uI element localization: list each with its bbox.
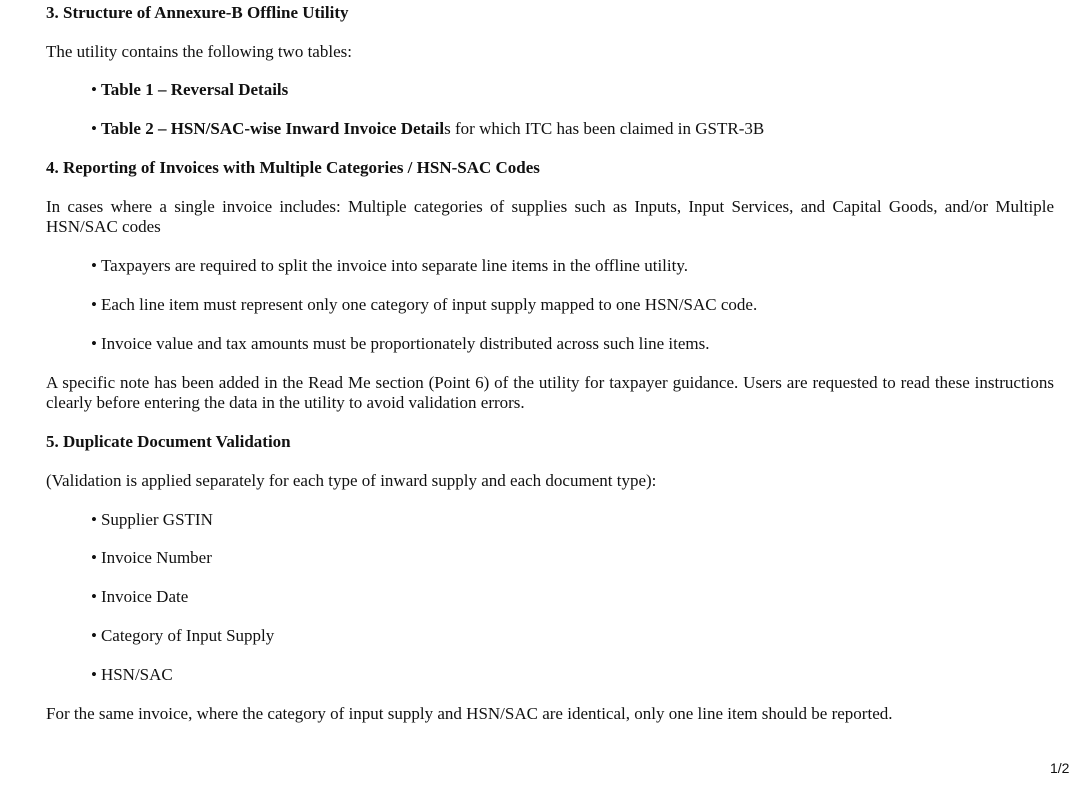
list-item-text: Taxpayers are required to split the invoice into separate line items in the offline utility. (100, 256, 688, 275)
bullet-icon: • (91, 295, 97, 314)
bullet-icon: • (91, 587, 97, 606)
section-4-note: A specific note has been added in the Read Me section (Point 6) of the utility for taxpayer guidance. Users are requested to read these instructions clearly before entering the data in the utility to avoid validation errors. (46, 373, 1054, 412)
list-item-text: Invoice Date (100, 587, 189, 606)
section-4-intro: In cases where a single invoice includes: Multiple categories of supplies such as Inputs, Input Services, and Capital Goods, and/or Multiple HSN/SAC codes (46, 197, 1054, 236)
bullet-icon: • (91, 256, 97, 275)
list-item-text: Invoice Number (100, 548, 212, 567)
page-number: 1/2 (1050, 760, 1070, 776)
list-item-text: HSN/SAC (100, 665, 173, 684)
list-item (91, 510, 213, 530)
list-item-text: s for which ITC has been claimed in GSTR-3B (444, 119, 765, 138)
section-5-heading: 5. Duplicate Document Validation (46, 432, 291, 451)
section-3-heading: 3. Structure of Annexure-B Offline Utility (46, 3, 349, 22)
bullet-icon: • (91, 548, 97, 567)
list-item (91, 587, 188, 607)
section-5-intro: (Validation is applied separately for each type of inward supply and each document type): (46, 471, 657, 490)
bullet-icon: • (91, 334, 97, 353)
bullet-icon: • (91, 80, 97, 99)
list-item (91, 626, 274, 646)
list-item (91, 548, 212, 568)
bullet-icon: • (91, 510, 97, 529)
bullet-icon: • (91, 119, 97, 138)
list-item-bold: Table 1 – Reversal Details (100, 80, 289, 99)
list-item-text: Supplier GSTIN (100, 510, 213, 529)
bullet-icon: • (91, 626, 97, 645)
list-item-bold: Table 2 – HSN/SAC-wise Inward Invoice Detail (100, 119, 445, 138)
bullet-icon: • (91, 665, 97, 684)
section-5-closing: For the same invoice, where the category of input supply and HSN/SAC are identical, only one line item should be reported. (46, 704, 893, 723)
list-item-text: Each line item must represent only one category of input supply mapped to one HSN/SAC code. (100, 295, 758, 314)
section-4-heading: 4. Reporting of Invoices with Multiple Categories / HSN-SAC Codes (46, 158, 540, 177)
list-item (91, 295, 757, 315)
list-item (91, 256, 688, 276)
list-item (91, 80, 288, 100)
list-item-text: Invoice value and tax amounts must be proportionately distributed across such line items. (100, 334, 710, 353)
list-item (91, 665, 173, 685)
section-3-intro: The utility contains the following two tables: (46, 42, 352, 61)
list-item (91, 334, 710, 354)
list-item (91, 119, 764, 139)
list-item-text: Category of Input Supply (100, 626, 275, 645)
